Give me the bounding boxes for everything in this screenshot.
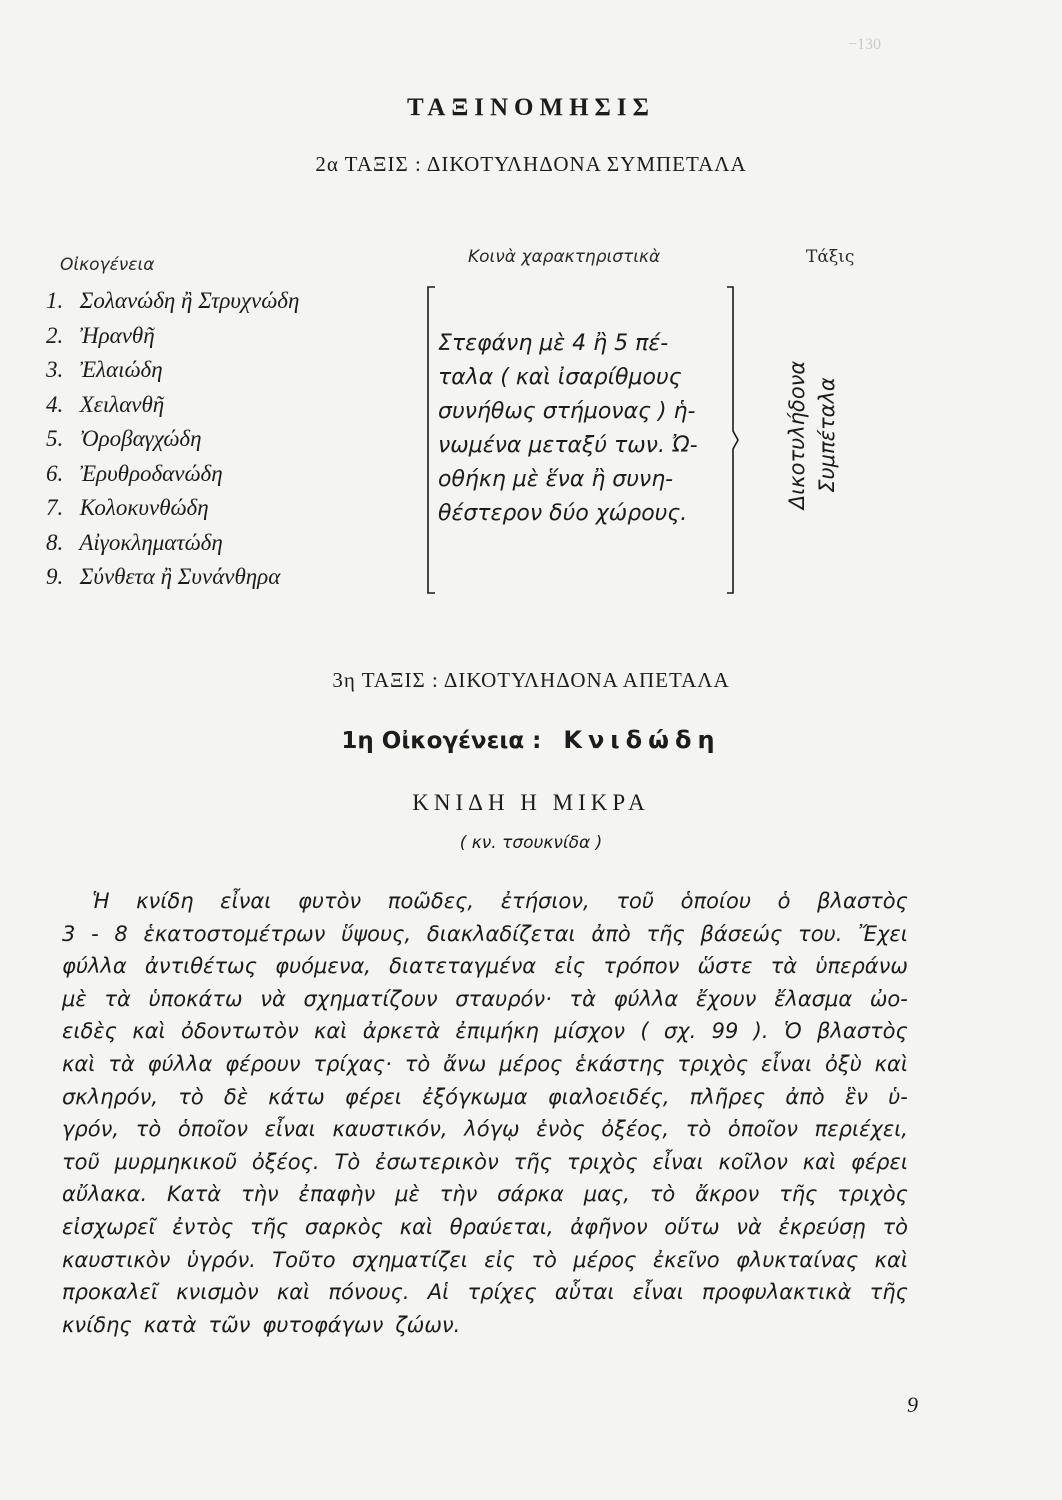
family-item-name: Ἐλαιώδη bbox=[74, 357, 163, 382]
family-item-number: 2. bbox=[46, 322, 64, 348]
body-line: φύλλα ἀντιθέτως φυόμενα, διατεταγμένα εἰς τρόπον ὥστε τὰ ὑπεράνω bbox=[62, 954, 908, 979]
family-item-name: Αἰγοκληματώδη bbox=[74, 529, 223, 555]
body-line: εἰσχωρεῖ ἐντὸς τῆς σαρκὸς καὶ θραύεται, ἀφῆνον οὕτω νὰ ἐκρεύσῃ τὸ bbox=[62, 1214, 908, 1239]
class-2-heading: 2α ΤΑΞΙΣ : ΔΙΚΟΤΥΛΗΔΟΝΑ ΣΥΜΠΕΤΑΛΑ bbox=[315, 152, 747, 176]
class-label-line: Δικοτυλήδονα bbox=[785, 360, 809, 510]
family-item bbox=[46, 491, 426, 526]
family-item bbox=[46, 388, 426, 423]
family-item-name: Ἐρυθροδανώδη bbox=[74, 460, 223, 486]
page-number: 9 bbox=[907, 1392, 918, 1417]
family-item bbox=[46, 284, 426, 319]
body-line: σκληρόν, τὸ δὲ κάτω φέρει ἐξόγκωμα φιαλοειδές, πλῆρες ἀπὸ ἓν ὑ- bbox=[62, 1084, 908, 1109]
common-text-line: Στεφάνη μὲ 4 ἢ 5 πέ- bbox=[438, 331, 669, 356]
body-line: αὔλακα. Κατὰ τὴν ἐπαφὴν μὲ τὴν σάρκα μας, τὸ ἄκρον τῆς τριχὸς bbox=[62, 1182, 908, 1207]
family-item bbox=[46, 319, 426, 354]
family-item-number: 5. bbox=[46, 426, 64, 451]
body-line: 3 - 8 ἑκατοστομέτρων ὕψους, διακλαδίζεται ἀπὸ τῆς βάσεώς του. Ἔχει bbox=[62, 921, 908, 946]
left-bracket bbox=[426, 286, 436, 594]
body-line: προκαλεῖ κνισμὸν καὶ πόνους. Αἱ τρίχες αὗται εἶναι προφυλακτικὰ τῆς bbox=[62, 1280, 908, 1305]
plant-common-name: ( κν. τσουκνίδα ) bbox=[459, 833, 603, 853]
column-header-family: Οἰκογένεια bbox=[60, 255, 155, 275]
family-item-number: 3. bbox=[46, 357, 64, 382]
common-text-line: ταλα ( καὶ ἰσαρίθμους bbox=[438, 365, 682, 390]
body-line: καὶ τὰ φύλλα φέρουν τρίχας· τὸ ἄνω μέρος ἑκάστης τριχὸς εἶναι ὀξὺ καὶ bbox=[62, 1051, 908, 1076]
column-header-common: Κοινὰ χαρακτηριστικὰ bbox=[468, 247, 661, 267]
family-item-name: Ὀροβαγχώδη bbox=[74, 426, 202, 451]
family-item bbox=[46, 560, 426, 595]
family-item-name: Χειλανθῆ bbox=[74, 391, 165, 417]
family-item bbox=[46, 422, 426, 457]
common-text-line: θέστερον δύο χώρους. bbox=[438, 501, 688, 526]
class-label-line: Συμπέταλα bbox=[815, 377, 839, 493]
body-line: Ἡ κνίδη εἶναι φυτὸν ποῶδες, ἐτήσιον, τοῦ ὁποίου ὁ βλαστὸς bbox=[92, 889, 908, 913]
body-line: καυστικὸν ὑγρόν. Τοῦτο σχηματίζει εἰς τὸ μέρος ἐκεῖνο φλυκταίνας καὶ bbox=[62, 1247, 908, 1272]
family-item-number: 9. bbox=[46, 564, 64, 589]
family-heading bbox=[0, 726, 1062, 754]
family-heading-label: 1η Οἰκογένεια : bbox=[341, 728, 542, 754]
family-item-number: 1. bbox=[46, 288, 64, 313]
common-text-line: συνήθως στήμονας ) ἡ- bbox=[438, 399, 696, 424]
plant-title: ΚΝΙΔΗ Η ΜΙΚΡΑ bbox=[412, 790, 650, 815]
family-item-name: Κολοκυνθώδη bbox=[74, 495, 209, 520]
common-text-line: οθήκη μὲ ἕνα ἢ συνη- bbox=[438, 467, 674, 492]
body-line: κνίδης κατὰ τῶν φυτοφάγων ζώων. bbox=[62, 1312, 461, 1337]
family-item-number: 8. bbox=[46, 529, 64, 555]
family-list bbox=[46, 284, 426, 595]
body-line: ειδὲς καὶ ὀδοντωτὸν καὶ ἀρκετὰ ἐπιμήκη μίσχον ( σχ. 99 ). Ὁ βλαστὸς bbox=[62, 1019, 908, 1044]
class-label-rotated bbox=[782, 305, 842, 565]
right-brace bbox=[726, 286, 740, 594]
body-line: τοῦ μυρμηκικοῦ ὀξέος. Τὸ ἐσωτερικὸν τῆς τριχὸς εἶναι κοῖλον καὶ φέρει bbox=[62, 1149, 908, 1174]
family-item-number: 4. bbox=[46, 391, 64, 417]
margin-mark: −130 bbox=[848, 36, 882, 53]
family-item-number: 6. bbox=[46, 460, 64, 486]
common-characteristics bbox=[438, 327, 728, 531]
family-item-name: Σύνθετα ἢ Συνάνθηρα bbox=[74, 564, 281, 589]
family-item bbox=[46, 457, 426, 492]
family-item bbox=[46, 353, 426, 388]
family-item bbox=[46, 526, 426, 561]
page-title: ΤΑΞΙΝΟΜΗΣΙΣ bbox=[407, 94, 655, 121]
body-line: γρόν, τὸ ὁποῖον εἶναι καυστικόν, λόγῳ ἑνὸς ὀξέος, τὸ ὁποῖον περιέχει, bbox=[62, 1117, 908, 1142]
body-paragraph bbox=[62, 885, 908, 1341]
common-text-line: νωμένα μεταξύ των. Ὠ- bbox=[438, 433, 698, 458]
body-line: μὲ τὰ ὑποκάτω νὰ σχηματίζουν σταυρόν· τὰ φύλλα ἔχουν ἔλασμα ὠο- bbox=[62, 986, 908, 1011]
family-item-name: Σολανώδη ἢ Στρυχνώδη bbox=[74, 288, 300, 313]
family-heading-name: Κνιδώδη bbox=[563, 726, 721, 754]
family-item-number: 7. bbox=[46, 495, 64, 520]
family-item-name: Ἠρανθῆ bbox=[74, 322, 155, 348]
column-header-class: Τάξις bbox=[806, 247, 855, 267]
class-3-heading: 3η ΤΑΞΙΣ : ΔΙΚΟΤΥΛΗΔΟΝΑ ΑΠΕΤΑΛΑ bbox=[332, 668, 730, 692]
